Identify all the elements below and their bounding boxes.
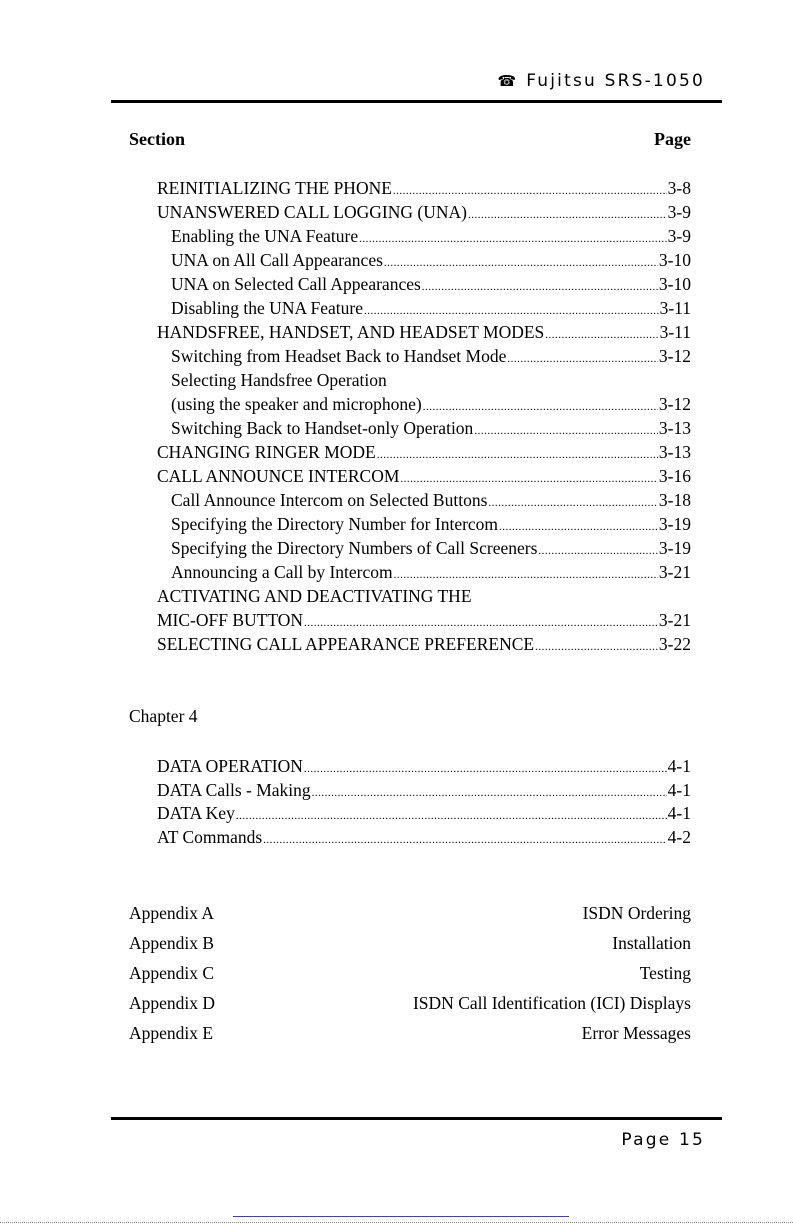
running-header <box>110 71 705 91</box>
toc-entry[interactable] <box>157 464 691 488</box>
appendix-title: Testing <box>639 963 691 983</box>
toc-entry[interactable] <box>171 512 691 536</box>
appendix-entry[interactable] <box>129 961 691 985</box>
section-heading: Section <box>129 129 185 149</box>
toc-entry-page: 3-8 <box>667 178 691 198</box>
toc-entry[interactable] <box>171 296 691 320</box>
toc-entry-page: 4-2 <box>667 827 691 848</box>
toc-entry-title: Announcing a Call by Intercom <box>171 562 393 582</box>
appendix-title: ISDN Call Identification (ICI) Displays <box>412 993 691 1013</box>
toc-entry-page: 3-13 <box>658 418 691 438</box>
telephone-icon: ☎ <box>497 72 517 90</box>
dot-leader <box>263 828 667 852</box>
toc-entry-page: 3-13 <box>658 442 691 462</box>
toc-entry-page: 3-21 <box>658 562 691 582</box>
dot-leader <box>535 635 658 659</box>
toc-entry-title: CALL ANNOUNCE INTERCOM <box>157 466 400 486</box>
toc-entry-title: HANDSFREE, HANDSET, AND HEADSET MODES <box>157 322 545 342</box>
toc-entry-title: Call Announce Intercom on Selected Buttons <box>171 490 488 510</box>
bottom-link-underline[interactable] <box>233 1212 569 1217</box>
chapter-4-heading: Chapter 4 <box>129 706 198 726</box>
toc-entry-page: 3-11 <box>659 298 691 318</box>
toc-entry[interactable] <box>171 536 691 560</box>
toc-entry[interactable] <box>157 320 691 344</box>
toc-entry[interactable] <box>157 778 691 802</box>
appendix-label: Appendix E <box>129 1023 214 1043</box>
toc-entry-page: 3-16 <box>658 466 691 486</box>
toc-entry[interactable] <box>171 488 691 512</box>
appendix-entry[interactable] <box>129 991 691 1015</box>
toc-entry[interactable]: Selecting Handsfree Operation <box>171 370 387 390</box>
toc-entry[interactable] <box>171 416 691 440</box>
toc-entry-page: 3-9 <box>667 202 691 222</box>
toc-entry-page: 3-21 <box>658 610 691 630</box>
toc-entry-title: UNANSWERED CALL LOGGING (UNA) <box>157 202 467 222</box>
toc-entry-title: Switching from Headset Back to Handset Mode <box>171 346 507 366</box>
appendix-title: ISDN Ordering <box>582 903 691 923</box>
toc-entry[interactable] <box>157 632 691 656</box>
toc-entry[interactable] <box>171 392 691 416</box>
toc-entry[interactable] <box>157 440 691 464</box>
header-title: Fujitsu SRS-1050 <box>526 71 705 91</box>
toc-entry-page: 4-1 <box>667 779 691 800</box>
toc-entry-page: 3-9 <box>667 226 691 246</box>
toc-entry-title: DATA Calls - Making <box>157 779 311 800</box>
toc-entry-title: UNA on Selected Call Appearances <box>171 274 421 294</box>
toc-entry[interactable] <box>157 754 691 778</box>
toc-entry-title: AT Commands <box>157 827 263 848</box>
appendix-entry[interactable] <box>129 901 691 925</box>
toc-entry-page: 3-12 <box>658 394 691 414</box>
toc-entry-page: 3-22 <box>658 634 691 654</box>
toc-entry[interactable] <box>171 344 691 368</box>
toc-entry-page: 4-1 <box>667 756 691 776</box>
toc-entry-title: Specifying the Directory Numbers of Call Screeners <box>171 538 538 558</box>
toc-entry-title: DATA Key <box>157 803 235 824</box>
appendix-title: Error Messages <box>581 1023 691 1043</box>
toc-entry[interactable] <box>171 248 691 272</box>
toc-entry-title: Disabling the UNA Feature <box>171 298 363 318</box>
appendix-label: Appendix A <box>129 903 215 923</box>
toc-entry-title: DATA OPERATION <box>157 756 303 776</box>
footer-rule <box>111 1117 722 1120</box>
toc-entry-title: Switching Back to Handset-only Operation <box>171 418 474 438</box>
toc-entry[interactable] <box>157 801 691 825</box>
toc-entry-page: 3-12 <box>658 346 691 366</box>
appendix-entry[interactable] <box>129 1021 691 1045</box>
page-number: Page 15 <box>621 1130 705 1150</box>
toc-entry[interactable] <box>157 825 691 849</box>
toc-entry-title: MIC-OFF BUTTON <box>157 610 304 630</box>
toc-entry-page: 3-10 <box>658 250 691 270</box>
toc-entry[interactable]: ACTIVATING AND DEACTIVATING THE <box>157 586 472 606</box>
appendix-label: Appendix C <box>129 963 215 983</box>
toc-entry[interactable] <box>171 224 691 248</box>
toc-entry[interactable] <box>171 272 691 296</box>
toc-entry-page: 3-19 <box>658 514 691 534</box>
appendix-entry[interactable] <box>129 931 691 955</box>
toc-entry[interactable] <box>157 608 691 632</box>
appendix-label: Appendix D <box>129 993 216 1013</box>
appendix-title: Installation <box>612 933 691 953</box>
page-edge-divider <box>0 1222 793 1223</box>
toc-entry-page: 3-11 <box>659 322 691 342</box>
toc-entry-title: UNA on All Call Appearances <box>171 250 383 270</box>
page-heading: Page <box>654 129 691 149</box>
toc-entry-title: CHANGING RINGER MODE <box>157 442 376 462</box>
appendix-label: Appendix B <box>129 933 215 953</box>
toc-entry-title: (using the speaker and microphone) <box>171 394 422 414</box>
toc-entry-page: 3-19 <box>658 538 691 558</box>
toc-entry-title: Enabling the UNA Feature <box>171 226 359 246</box>
toc-entry-title: REINITIALIZING THE PHONE <box>157 178 392 198</box>
toc-entry-page: 3-10 <box>658 274 691 294</box>
dot-leader <box>507 347 658 371</box>
toc-entry[interactable] <box>157 200 691 224</box>
toc-entry-title: Specifying the Directory Number for Intercom <box>171 514 499 534</box>
toc-entry-title: SELECTING CALL APPEARANCE PREFERENCE <box>157 634 535 654</box>
header-rule <box>111 100 722 103</box>
toc-entry-page: 3-18 <box>658 490 691 510</box>
toc-entry-page: 4-1 <box>667 803 691 824</box>
column-headings <box>129 129 691 150</box>
toc-entry[interactable] <box>157 176 691 200</box>
toc-entry[interactable] <box>171 560 691 584</box>
